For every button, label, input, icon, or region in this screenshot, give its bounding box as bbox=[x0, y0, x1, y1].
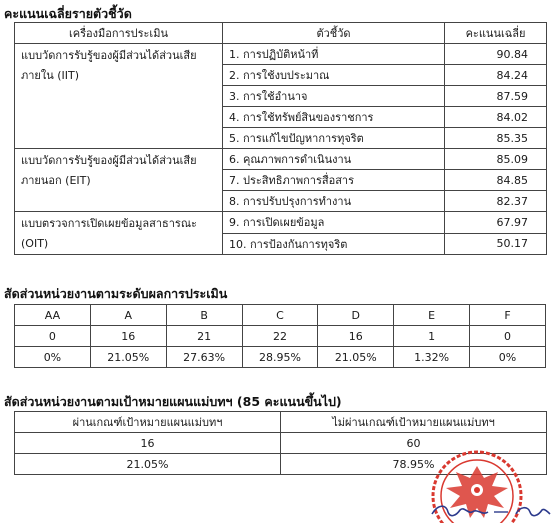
table-row bbox=[15, 212, 547, 234]
indicator-score: 90.84 bbox=[445, 44, 547, 65]
tool-eit: แบบวัดการรับรู้ของผู้มีส่วนได้ส่วนเสียภายนอก (EIT) bbox=[15, 149, 223, 212]
level-percent: 0% bbox=[15, 347, 91, 368]
indicator-name: 7. ประสิทธิภาพการสื่อสาร bbox=[223, 170, 445, 191]
level-percent: 27.63% bbox=[166, 347, 242, 368]
tool-oit: แบบตรวจการเปิดเผยข้อมูลสาธารณะ (OIT) bbox=[15, 212, 223, 255]
indicator-name: 4. การใช้ทรัพย์สินของราชการ bbox=[223, 107, 445, 128]
indicator-score: 85.09 bbox=[445, 149, 547, 170]
indicator-name: 10. การป้องกันการทุจริต bbox=[223, 233, 445, 255]
indicator-name: 3. การใช้อำนาจ bbox=[223, 86, 445, 107]
target-header-row bbox=[15, 412, 547, 433]
level-header: D bbox=[318, 305, 394, 326]
indicator-score: 67.97 bbox=[445, 212, 547, 234]
target-percent-pass: 21.05% bbox=[15, 454, 281, 475]
indicator-score: 84.85 bbox=[445, 170, 547, 191]
level-header: E bbox=[394, 305, 470, 326]
tool-iit: แบบวัดการรับรู้ของผู้มีส่วนได้ส่วนเสียภายใน (IIT) bbox=[15, 44, 223, 149]
indicators-table bbox=[14, 22, 547, 255]
level-header: C bbox=[242, 305, 318, 326]
header-score: คะแนนเฉลี่ย bbox=[445, 23, 547, 44]
target-percent-fail: 78.95% bbox=[281, 454, 547, 475]
level-count: 16 bbox=[318, 326, 394, 347]
indicators-heading: คะแนนเฉลี่ยรายตัวชี้วัด bbox=[4, 6, 132, 21]
target-count-pass: 16 bbox=[15, 433, 281, 454]
indicator-name: 2. การใช้งบประมาณ bbox=[223, 65, 445, 86]
indicator-name: 1. การปฏิบัติหน้าที่ bbox=[223, 44, 445, 65]
indicator-score: 87.59 bbox=[445, 86, 547, 107]
level-count: 22 bbox=[242, 326, 318, 347]
level-percent: 28.95% bbox=[242, 347, 318, 368]
levels-count-row bbox=[15, 326, 546, 347]
header-indicator: ตัวชี้วัด bbox=[223, 23, 445, 44]
level-header: A bbox=[90, 305, 166, 326]
signature-icon bbox=[428, 500, 553, 522]
levels-table bbox=[14, 304, 546, 368]
table-row bbox=[15, 149, 547, 170]
level-count: 0 bbox=[15, 326, 91, 347]
target-header-fail: ไม่ผ่านเกณฑ์เป้าหมายแผนแม่บทฯ bbox=[281, 412, 547, 433]
level-count: 16 bbox=[90, 326, 166, 347]
level-count: 1 bbox=[394, 326, 470, 347]
target-count-fail: 60 bbox=[281, 433, 547, 454]
header-tool: เครื่องมือการประเมิน bbox=[15, 23, 223, 44]
target-header-pass: ผ่านเกณฑ์เป้าหมายแผนแม่บทฯ bbox=[15, 412, 281, 433]
level-percent: 1.32% bbox=[394, 347, 470, 368]
indicator-name: 6. คุณภาพการดำเนินงาน bbox=[223, 149, 445, 170]
indicator-name: 8. การปรับปรุงการทำงาน bbox=[223, 191, 445, 212]
indicator-score: 85.35 bbox=[445, 128, 547, 149]
level-count: 21 bbox=[166, 326, 242, 347]
indicator-score: 82.37 bbox=[445, 191, 547, 212]
level-header: B bbox=[166, 305, 242, 326]
levels-header-row bbox=[15, 305, 546, 326]
levels-percent-row bbox=[15, 347, 546, 368]
level-percent: 21.05% bbox=[90, 347, 166, 368]
indicator-score: 84.02 bbox=[445, 107, 547, 128]
indicators-header-row bbox=[15, 23, 547, 44]
level-percent: 21.05% bbox=[318, 347, 394, 368]
table-row bbox=[15, 44, 547, 65]
target-heading: สัดส่วนหน่วยงานตามเป้าหมายแผนแม่บทฯ (85 คะแนนขึ้นไป) bbox=[4, 394, 342, 409]
indicator-score: 84.24 bbox=[445, 65, 547, 86]
level-header: F bbox=[470, 305, 546, 326]
indicator-name: 5. การแก้ไขปัญหาการทุจริต bbox=[223, 128, 445, 149]
indicator-score: 50.17 bbox=[445, 233, 547, 255]
indicator-name: 9. การเปิดเผยข้อมูล bbox=[223, 212, 445, 234]
level-percent: 0% bbox=[470, 347, 546, 368]
levels-heading: สัดส่วนหน่วยงานตามระดับผลการประเมิน bbox=[4, 286, 228, 301]
level-count: 0 bbox=[470, 326, 546, 347]
level-header: AA bbox=[15, 305, 91, 326]
